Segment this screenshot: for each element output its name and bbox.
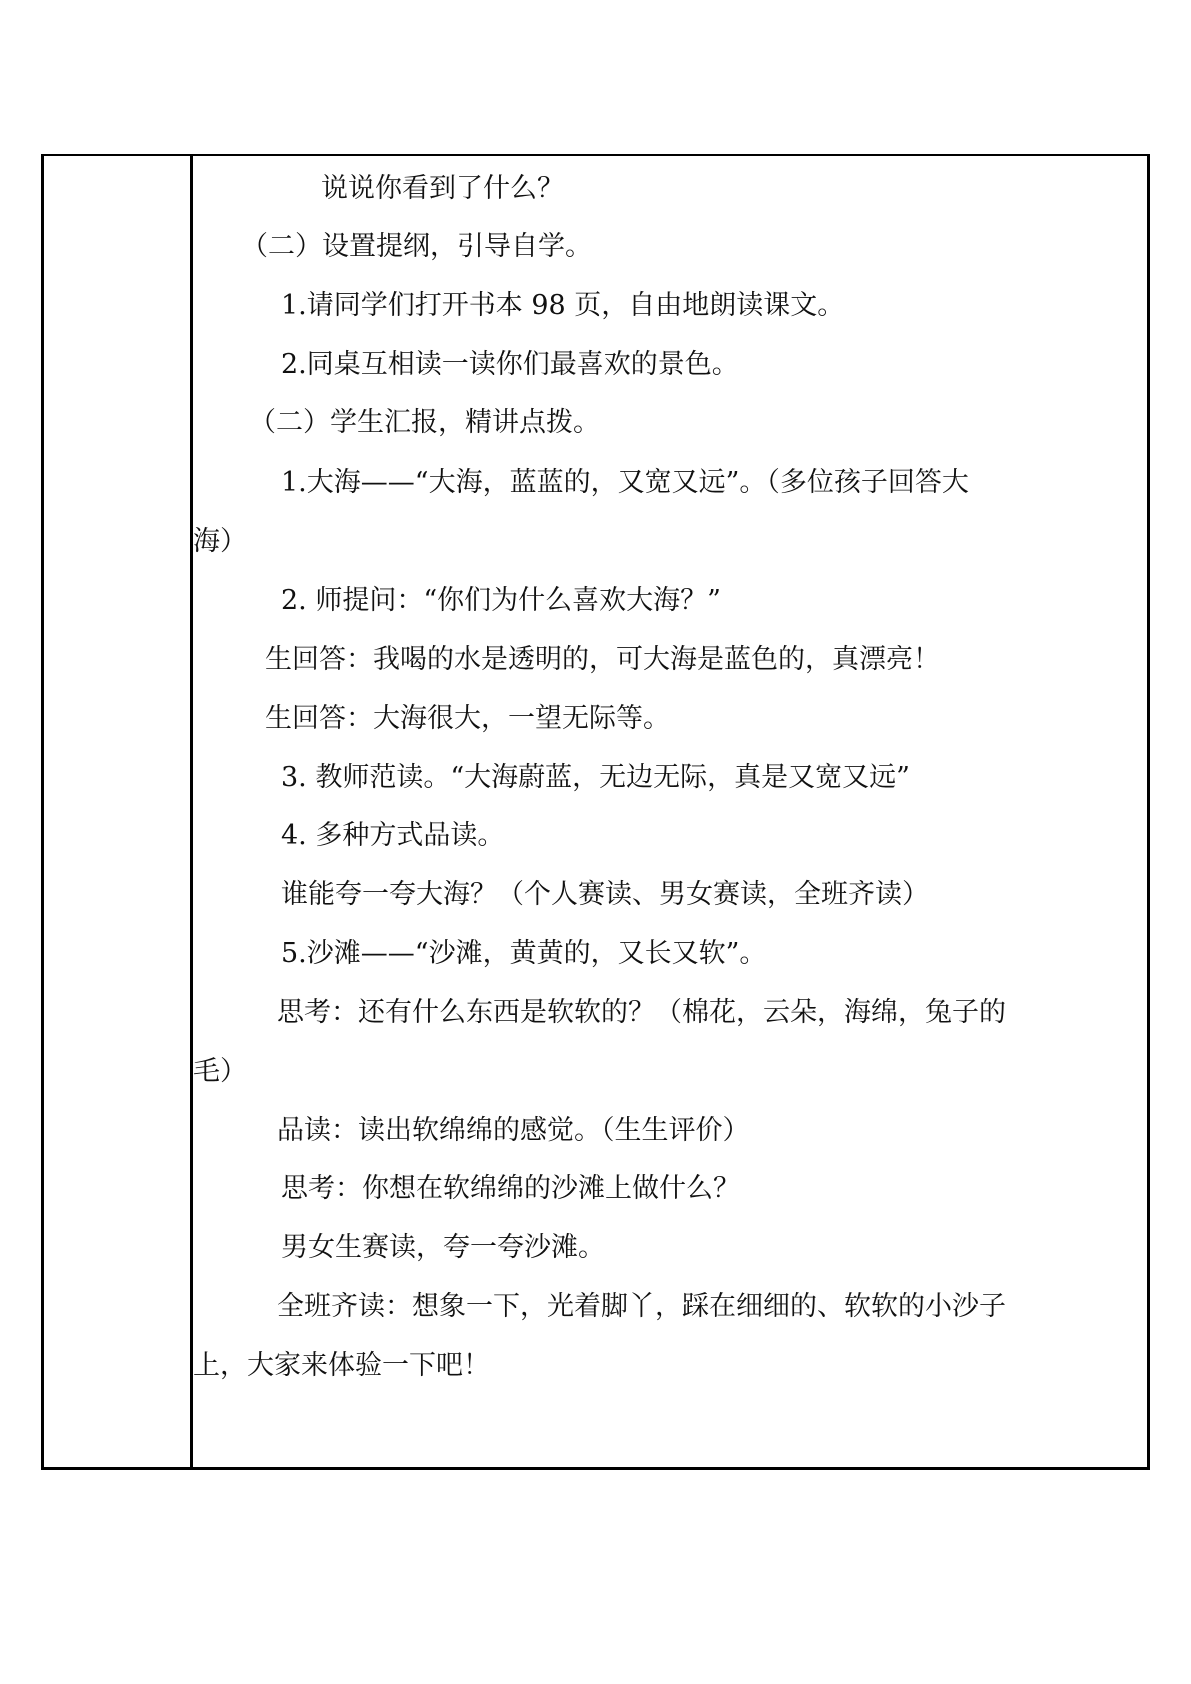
text-line: 全班齐读：想象一下，光着脚丫，踩在细细的、软软的小沙子 <box>277 1291 1006 1322</box>
text-line: 海） <box>193 526 247 557</box>
lesson-content-cell <box>193 156 1148 1468</box>
text-line: 毛） <box>193 1056 247 1087</box>
text-line: 1.请同学们打开书本 98 页，自由地朗读课文。 <box>281 290 845 321</box>
text-line: 谁能夸一夸大海？（个人赛读、男女赛读，全班齐读） <box>281 879 929 910</box>
text-line: 3. 教师范读。“大海蔚蓝，无边无际，真是又宽又远” <box>281 762 910 793</box>
text-line: 品读：读出软绵绵的感觉。（生生评价） <box>277 1115 750 1146</box>
text-line: 说说你看到了什么？ <box>321 173 564 204</box>
section-heading: （二）设置提纲，引导自学。 <box>241 231 592 262</box>
text-line: 生回答：我喝的水是透明的，可大海是蓝色的，真漂亮！ <box>265 644 940 675</box>
text-line: 思考：还有什么东西是软软的？（棉花，云朵，海绵，兔子的 <box>277 997 1006 1028</box>
text-line: 1.大海——“大海，蓝蓝的，又宽又远”。（多位孩子回答大 <box>281 467 969 498</box>
text-line: 2. 师提问：“你们为什么喜欢大海？” <box>281 585 721 616</box>
text-line: 上，大家来体验一下吧！ <box>193 1350 490 1381</box>
text-line: 生回答：大海很大，一望无际等。 <box>265 703 670 734</box>
text-line: 思考：你想在软绵绵的沙滩上做什么？ <box>281 1173 740 1204</box>
text-line: 男女生赛读，夸一夸沙滩。 <box>281 1232 605 1263</box>
text-line: 5.沙滩——“沙滩，黄黄的，又长又软”。 <box>281 938 767 969</box>
section-heading: （二）学生汇报，精讲点拨。 <box>249 407 600 438</box>
text-line: 4. 多种方式品读。 <box>281 820 505 851</box>
text-line: 2.同桌互相读一读你们最喜欢的景色。 <box>281 349 739 380</box>
